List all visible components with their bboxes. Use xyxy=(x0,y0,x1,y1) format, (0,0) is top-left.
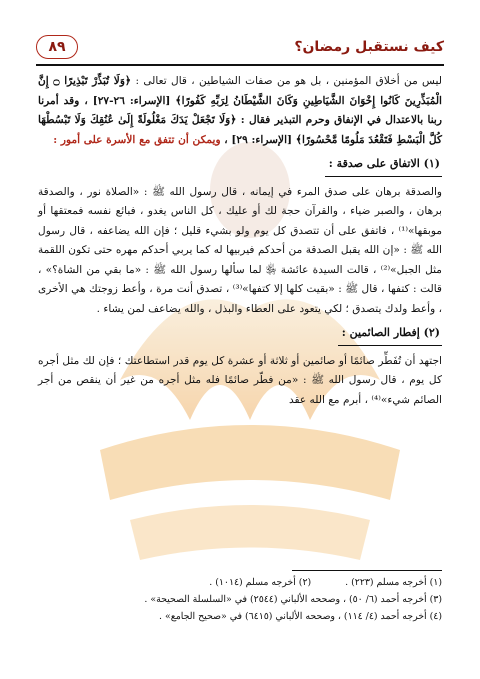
text-run: [الإسراء: ٢٦-٢٧] ، وقد أمرنا ربنا بالاعتدال في الإنفاق وحرم التبذير فقال : xyxy=(38,94,442,126)
footnote-4: (٤) أخرجه أحمد (٤/ ١١٤) ، وصححه الألباني (٦٤١٥) في «صحيح الجامع» . xyxy=(159,611,442,622)
footnotes xyxy=(38,574,442,625)
footnote-row xyxy=(38,574,442,591)
paragraph-3: اجتهد أن تُفَطِّر صائمًا أو صائمين أو ثلاثة أو عشرة كل يوم قدر استطاعتك ؛ فإن لك مثل أجره كل يوم ، قال رسول الله ﷺ : «من فطّر صائمًا فله مثل أجره من غير أن ينقص من أجر الصائم شيء»⁽⁴⁾ ، أبرم مع الله عقد xyxy=(38,354,442,406)
highlighted-text: ويمكن أن تتفق مع الأسرة على أمور : xyxy=(53,133,221,146)
running-title: كيف نستقبل رمضان؟ xyxy=(294,39,444,55)
paragraph-2: والصدقة برهان على صدق المرء في إيمانه ، قال رسول الله ﷺ : «الصلاة نور ، والصدقة برهان ، والصبر ضياء ، والقرآن حجة لك أو عليك ، كل الناس يغدو ، فبائع نفسه فمعتقها أو موبقها»⁽¹⁾ ، فاتفق على أن تتصدق كل يوم ولو بشيء قليل ؛ فإن الله يضاعفه ، قال رسول الله ﷺ : «إن الله يقبل الصدقة من أحدكم فيربيها له كما يربي أحدكم مهره حتى تكون اللقمة مثل الجبل»⁽²⁾ ، قالت السيدة عائشة ﵂ لما سألها رسول الله ﷺ : «ما بقي من الشاة؟» ، قالت : كتفها ، قال ﷺ : «بقيت كلها إلا كتفها»⁽³⁾ ، تصدق أنت مرة ، وأعط زوجتك هي الأخرى ، وأعط ولدك يتصدق ؛ لكي يتعود على العطاء والبذل ، والله يضاعف لمن يشاء . xyxy=(38,185,442,315)
quran-verse: ﴿وَلَا تُبَذِّرْ تَبْذِيرًا ۝ إِنَّ الْمُبَذِّرِينَ كَانُوا إِخْوَانَ الشَّيَاطِينِ وَكَانَ الشَّيْطَانُ لِرَبِّهِ كَفُورًا﴾ xyxy=(38,75,442,107)
page-header xyxy=(36,30,444,66)
quran-verse: ﴿وَلَا تَجْعَلْ يَدَكَ مَغْلُولَةً إِلَىٰ عُنُقِكَ وَلَا تَبْسُطْهَا كُلَّ الْبَسْطِ فَتَقْعُدَ مَلُومًا مَّحْسُورًا﴾ xyxy=(38,114,442,146)
footnote-3: (٣) أخرجه أحمد (٦/ ٥٠) ، وصححه الألباني (٢٥٤٤) في «السلسلة الصحيحة» . xyxy=(144,594,442,605)
page-number-badge: ٨٩ xyxy=(36,35,78,59)
footnote-divider xyxy=(292,570,442,571)
section-heading-charity: (١) الاتفاق على صدقة : xyxy=(325,154,442,177)
body-text xyxy=(38,72,442,410)
verse-reference: [الإسراء: ٢٩] ، xyxy=(220,133,296,146)
section-heading-iftar: (٢) إفطار الصائمين : xyxy=(338,323,442,346)
text-run: ليس من أخلاق المؤمنين ، بل هو من صفات الشياطين ، قال تعالى : xyxy=(131,75,442,87)
footnote-2: (٢) أخرجه مسلم (١٠١٤) . xyxy=(209,577,312,588)
paragraph-1 xyxy=(38,72,442,150)
footnote-1: (١) أخرجه مسلم (٢٢٣) . xyxy=(345,577,442,588)
